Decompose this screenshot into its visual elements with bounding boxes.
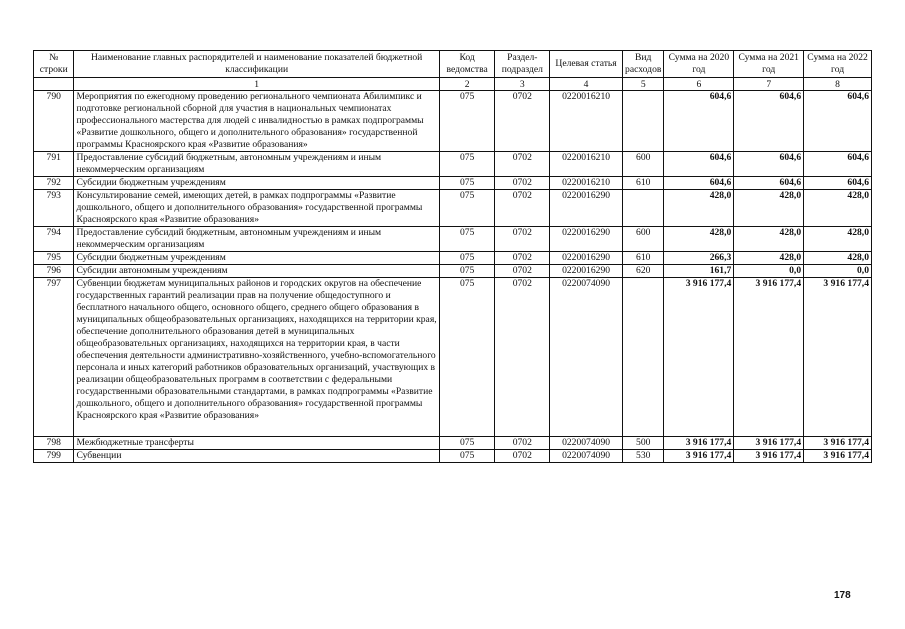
column-number: 5	[622, 78, 663, 91]
table-row	[34, 190, 872, 227]
row-sum-2021: 604,6	[734, 177, 804, 190]
row-sum-2021: 428,0	[734, 252, 804, 265]
row-expense-type: 600	[622, 227, 663, 252]
row-sum-2020: 604,6	[664, 177, 734, 190]
row-sum-2022: 604,6	[804, 91, 872, 152]
column-number	[34, 78, 74, 91]
table-row	[34, 252, 872, 265]
row-sum-2021: 604,6	[734, 152, 804, 177]
row-sum-2022: 604,6	[804, 177, 872, 190]
row-name: Субсидии бюджетным учреждениям	[74, 177, 439, 190]
row-sum-2020: 266,3	[664, 252, 734, 265]
header-section: Раздел- подраздел	[495, 51, 550, 78]
row-sum-2022: 3 916 177,4	[804, 278, 872, 437]
row-sum-2022: 428,0	[804, 227, 872, 252]
row-sum-2020: 428,0	[664, 190, 734, 227]
row-dept-code: 075	[439, 278, 495, 437]
row-expense-type: 600	[622, 152, 663, 177]
column-number: 4	[550, 78, 623, 91]
row-sum-2021: 3 916 177,4	[734, 450, 804, 463]
row-section: 0702	[495, 227, 550, 252]
table-row	[34, 177, 872, 190]
row-number: 798	[34, 437, 74, 450]
row-number: 793	[34, 190, 74, 227]
header-sum-2022: Сумма на 2022 год	[804, 51, 872, 78]
row-sum-2020: 604,6	[664, 152, 734, 177]
row-section: 0702	[495, 252, 550, 265]
row-sum-2020: 3 916 177,4	[664, 437, 734, 450]
table-row	[34, 437, 872, 450]
row-target: 0220016290	[550, 265, 623, 278]
column-number-row	[34, 78, 872, 91]
row-number: 790	[34, 91, 74, 152]
row-name: Мероприятия по ежегодному проведению регионального чемпионата Абилимпикс и подготовке региональной сборной для участия в национальных чемпионатах профессионального мастерства для людей с инвалидностью в рамках подпрограммы «Развитие дошкольного, общего и дополнительного образования» государственной программы Красноярского края «Развитие образования»	[74, 91, 439, 152]
row-section: 0702	[495, 190, 550, 227]
row-dept-code: 075	[439, 252, 495, 265]
row-dept-code: 075	[439, 227, 495, 252]
row-target: 0220074090	[550, 450, 623, 463]
column-number: 8	[804, 78, 872, 91]
row-sum-2022: 604,6	[804, 152, 872, 177]
row-expense-type: 610	[622, 252, 663, 265]
row-number: 792	[34, 177, 74, 190]
column-number: 3	[495, 78, 550, 91]
row-sum-2022: 3 916 177,4	[804, 450, 872, 463]
row-name: Предоставление субсидий бюджетным, автономным учреждениям и иным некоммерческим организациям	[74, 227, 439, 252]
row-section: 0702	[495, 265, 550, 278]
row-section: 0702	[495, 450, 550, 463]
row-dept-code: 075	[439, 152, 495, 177]
row-sum-2021: 3 916 177,4	[734, 278, 804, 437]
header-row-num: № строки	[34, 51, 74, 78]
table-row	[34, 450, 872, 463]
row-number: 796	[34, 265, 74, 278]
column-number: 6	[664, 78, 734, 91]
column-number: 1	[74, 78, 439, 91]
table-row	[34, 152, 872, 177]
row-sum-2021: 0,0	[734, 265, 804, 278]
row-sum-2022: 428,0	[804, 252, 872, 265]
page-number: 178	[834, 590, 851, 601]
row-dept-code: 075	[439, 91, 495, 152]
row-name: Межбюджетные трансферты	[74, 437, 439, 450]
row-dept-code: 075	[439, 437, 495, 450]
row-expense-type	[622, 278, 663, 437]
row-target: 0220016210	[550, 91, 623, 152]
row-sum-2021: 604,6	[734, 91, 804, 152]
table-row	[34, 227, 872, 252]
row-sum-2022: 428,0	[804, 190, 872, 227]
row-section: 0702	[495, 91, 550, 152]
row-section: 0702	[495, 437, 550, 450]
header-dept-code: Код ведомства	[439, 51, 495, 78]
row-target: 0220016210	[550, 177, 623, 190]
row-target: 0220074090	[550, 437, 623, 450]
row-expense-type: 530	[622, 450, 663, 463]
header-row	[34, 51, 872, 78]
budget-table	[33, 50, 872, 463]
table-row	[34, 91, 872, 152]
row-expense-type: 610	[622, 177, 663, 190]
column-number: 2	[439, 78, 495, 91]
row-target: 0220016210	[550, 152, 623, 177]
row-dept-code: 075	[439, 177, 495, 190]
header-target: Целевая статья	[550, 51, 623, 78]
row-section: 0702	[495, 152, 550, 177]
row-name: Субсидии бюджетным учреждениям	[74, 252, 439, 265]
row-target: 0220016290	[550, 227, 623, 252]
row-name: Предоставление субсидий бюджетным, автономным учреждениям и иным некоммерческим организациям	[74, 152, 439, 177]
row-dept-code: 075	[439, 450, 495, 463]
row-expense-type	[622, 190, 663, 227]
table-row	[34, 265, 872, 278]
row-expense-type: 620	[622, 265, 663, 278]
row-number: 797	[34, 278, 74, 437]
row-number: 791	[34, 152, 74, 177]
row-sum-2020: 3 916 177,4	[664, 450, 734, 463]
table-row	[34, 278, 872, 437]
row-name: Субвенции бюджетам муниципальных районов и городских округов на обеспечение государственных гарантий реализации прав на получение общедоступного и бесплатного начального общего, основного общего, среднего общего образования в муниципальных общеобразовательных организациях, находящихся на территории края, обеспечение дополнительного образования детей в муниципальных общеобразовательных организациях, находящихся на территории края, в части обеспечения деятельности административно-хозяйственного, учебно-вспомогательного персонала и иных категорий работников образовательных организаций, участвующих в реализации общеобразовательных программ в соответствии с федеральными государственными образовательными стандартами, в рамках подпрограммы «Развитие дошкольного, общего и дополнительного образования» государственной программы Красноярского края «Развитие образования»	[74, 278, 439, 437]
row-section: 0702	[495, 278, 550, 437]
row-name: Субвенции	[74, 450, 439, 463]
header-name: Наименование главных распорядителей и наименование показателей бюджетной классификации	[74, 51, 439, 78]
row-sum-2022: 3 916 177,4	[804, 437, 872, 450]
row-number: 794	[34, 227, 74, 252]
row-sum-2020: 161,7	[664, 265, 734, 278]
row-sum-2021: 428,0	[734, 227, 804, 252]
row-sum-2022: 0,0	[804, 265, 872, 278]
row-target: 0220016290	[550, 252, 623, 265]
row-target: 0220074090	[550, 278, 623, 437]
header-expense-type: Вид расходов	[622, 51, 663, 78]
row-sum-2020: 3 916 177,4	[664, 278, 734, 437]
row-target: 0220016290	[550, 190, 623, 227]
row-name: Субсидии автономным учреждениям	[74, 265, 439, 278]
header-sum-2020: Сумма на 2020 год	[664, 51, 734, 78]
row-number: 795	[34, 252, 74, 265]
row-sum-2021: 3 916 177,4	[734, 437, 804, 450]
row-section: 0702	[495, 177, 550, 190]
row-expense-type	[622, 91, 663, 152]
row-dept-code: 075	[439, 265, 495, 278]
row-sum-2020: 604,6	[664, 91, 734, 152]
row-sum-2021: 428,0	[734, 190, 804, 227]
column-number: 7	[734, 78, 804, 91]
row-number: 799	[34, 450, 74, 463]
row-name: Консультирование семей, имеющих детей, в рамках подпрограммы «Развитие дошкольного, общего и дополнительного образования» государственной программы Красноярского края «Развитие образования»	[74, 190, 439, 227]
header-sum-2021: Сумма на 2021 год	[734, 51, 804, 78]
row-sum-2020: 428,0	[664, 227, 734, 252]
row-dept-code: 075	[439, 190, 495, 227]
row-expense-type: 500	[622, 437, 663, 450]
